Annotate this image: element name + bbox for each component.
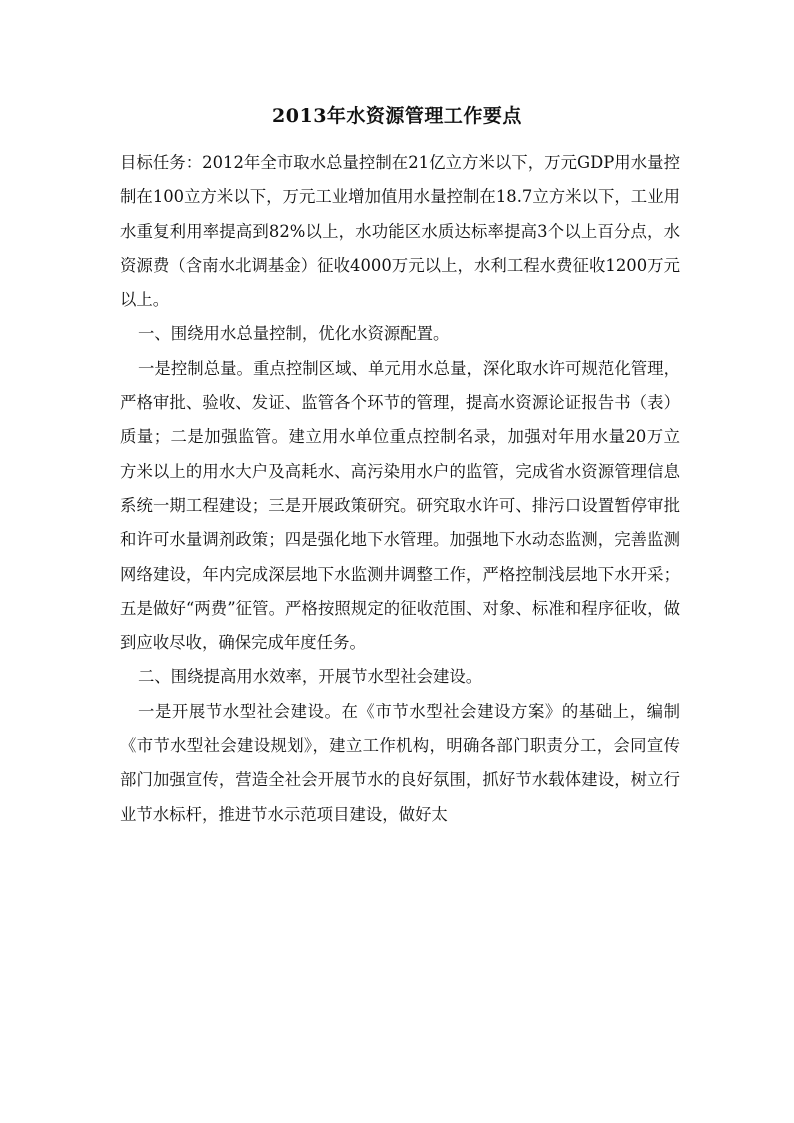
section-heading-2: 二、围绕提高用水效率，开展节水型社会建设。 xyxy=(138,667,483,687)
paragraph-section-2: 一是开展节水型社会建设。在《市节水型社会建设方案》的基础上，编制《市节水型社会建设规划》，建立工作机构，明确各部门职责分工，会同宣传部门加强宣传，营造全社会开展节水的良好氛围，抓好节水载体建设，树立行业节水标杆，推进节水示范项目建设，做好太 xyxy=(120,701,680,824)
paragraph-target-tasks: 目标任务：2012年全市取水总量控制在21亿立方米以下，万元GDP用水量控制在100立方米以下，万元工业增加值用水量控制在18.7立方米以下，工业用水重复利用率提高到82%以上，水功能区水质达标率提高3个以上百分点，水资源费（含南水北调基金）征收4000万元以上，水利工程水费征收1200万元以上。 xyxy=(120,153,680,310)
document-title: 2013年水资源管理工作要点 xyxy=(272,105,522,127)
document-body xyxy=(120,146,680,832)
section-heading-1: 一、围绕用水总量控制，优化水资源配置。 xyxy=(138,324,450,344)
paragraph-section-1: 一是控制总量。重点控制区域、单元用水总量，深化取水许可规范化管理，严格审批、验收、发证、监管各个环节的管理，提高水资源论证报告书（表）质量；二是加强监管。建立用水单位重点控制名录，加强对年用水量20万立方米以上的用水大户及高耗水、高污染用水户的监管，完成省水资源管理信息系统一期工程建设；三是开展政策研究。研究取水许可、排污口设置暂停审批和许可水量调剂政策；四是强化地下水管理。加强地下水动态监测，完善监测网络建设，年内完成深层地下水监测井调整工作，严格控制浅层地下水开采；五是做好“两费”征管。严格按照规定的征收范围、对象、标准和程序征收，做到应收尽收，确保完成年度任务。 xyxy=(120,358,680,653)
